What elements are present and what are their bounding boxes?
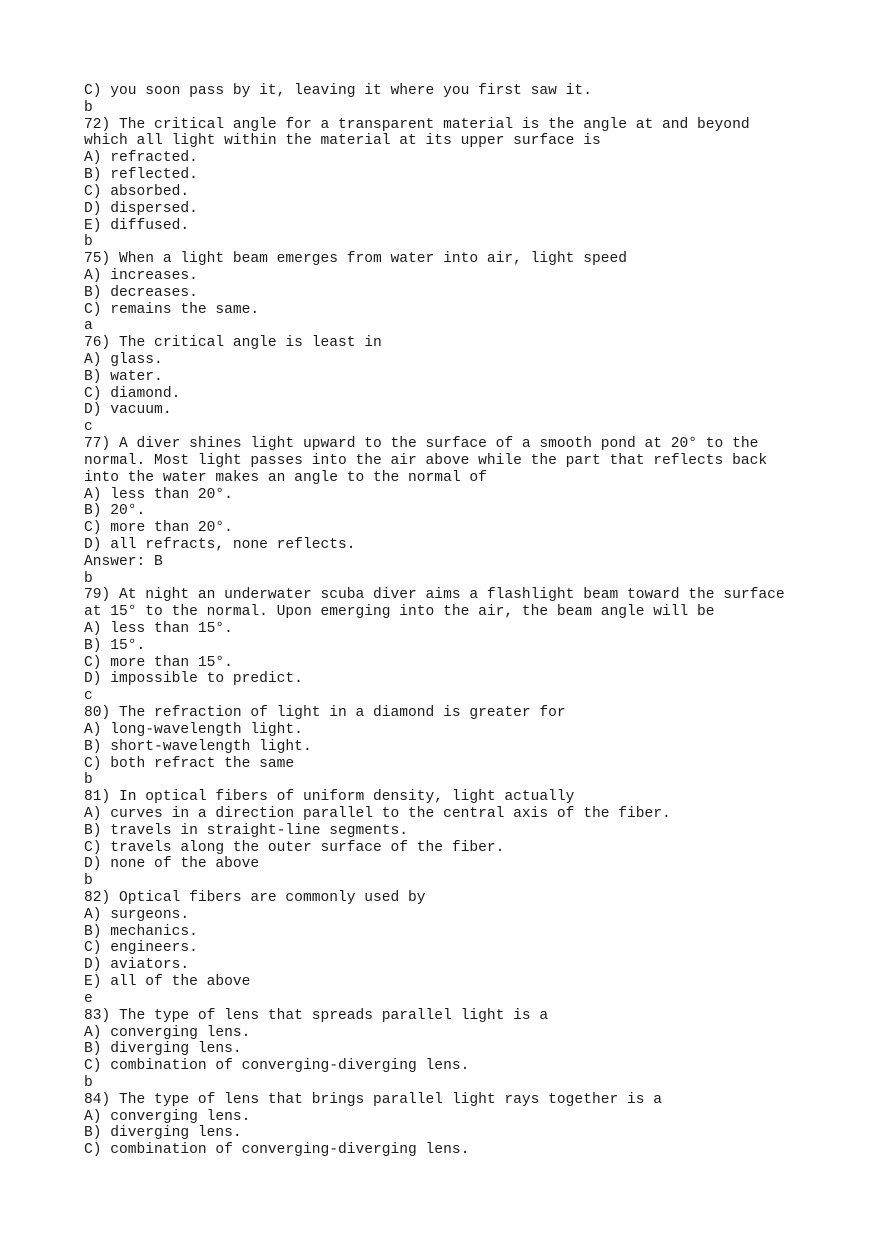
text-line: D) aviators. (84, 957, 190, 974)
text-line: 83) The type of lens that spreads parallel light is a (84, 1007, 549, 1024)
text-line: C) combination of converging-diverging lens. (84, 1142, 470, 1159)
text-line: A) converging lens. (84, 1108, 251, 1125)
text-line: C) more than 20°. (84, 520, 233, 537)
text-line: A) increases. (84, 267, 198, 284)
text-line: A) converging lens. (84, 1024, 251, 1041)
text-line: c (84, 419, 93, 436)
text-line: B) travels in straight-line segments. (84, 822, 409, 839)
text-line: 80) The refraction of light in a diamond is greater for (84, 705, 566, 722)
text-line: C) combination of converging-diverging lens. (84, 1058, 470, 1075)
text-line: 76) The critical angle is least in (84, 335, 382, 352)
text-line: normal. Most light passes into the air above while the part that reflects back (84, 452, 768, 469)
text-line: E) diffused. (84, 217, 190, 234)
text-line: C) diamond. (84, 385, 181, 402)
text-line: B) 20°. (84, 503, 146, 520)
text-line: B) short-wavelength light. (84, 738, 312, 755)
text-line: D) vacuum. (84, 402, 172, 419)
text-line: 81) In optical fibers of uniform density, light actually (84, 789, 575, 806)
text-line: 77) A diver shines light upward to the surface of a smooth pond at 20° to the (84, 436, 759, 453)
text-line: B) decreases. (84, 284, 198, 301)
text-line: b (84, 1074, 93, 1091)
text-line: e (84, 990, 93, 1007)
text-line: C) more than 15°. (84, 654, 233, 671)
text-line: D) none of the above (84, 856, 260, 873)
text-line: b (84, 772, 93, 789)
text-line: 72) The critical angle for a transparent material is the angle at and beyond (84, 116, 750, 133)
text-line: b (84, 234, 93, 251)
text-line: b (84, 99, 93, 116)
text-line: D) all refracts, none reflects. (84, 536, 356, 553)
text-line: 75) When a light beam emerges from water into air, light speed (84, 251, 627, 268)
text-line: A) glass. (84, 352, 163, 368)
text-line: b (84, 873, 93, 890)
text-line: a (84, 318, 93, 335)
text-line: 82) Optical fibers are commonly used by (84, 890, 426, 906)
text-line: C) travels along the outer surface of the fiber. (84, 839, 505, 856)
text-line: D) impossible to predict. (84, 671, 303, 688)
text-line: A) long-wavelength light. (84, 721, 303, 738)
text-line: at 15° to the normal. Upon emerging into the air, the beam angle will be (84, 604, 715, 621)
text-line: 79) At night an underwater scuba diver aims a flashlight beam toward the surface (84, 587, 785, 604)
text-line: 84) The type of lens that brings parallel light rays together is a (84, 1091, 663, 1108)
text-line: E) all of the above (84, 974, 251, 991)
text-line: into the water makes an angle to the normal of (84, 469, 487, 486)
text-line: A) less than 20°. (84, 486, 233, 503)
text-line: A) less than 15°. (84, 621, 233, 637)
text-line: D) dispersed. (84, 200, 198, 217)
text-line: B) diverging lens. (84, 1125, 242, 1142)
text-line: B) water. (84, 368, 163, 385)
text-line: C) absorbed. (84, 183, 190, 200)
document-page (84, 83, 864, 1159)
text-line: B) 15°. (84, 637, 146, 654)
text-line: C) you soon pass by it, leaving it where you first saw it. (84, 83, 592, 99)
text-line: A) surgeons. (84, 906, 190, 923)
text-line: C) both refract the same (84, 755, 295, 772)
text-line: b (84, 570, 93, 587)
text-line: A) curves in a direction parallel to the central axis of the fiber. (84, 805, 671, 822)
text-line: B) diverging lens. (84, 1041, 242, 1058)
text-line: which all light within the material at its upper surface is (84, 133, 601, 150)
text-line: B) mechanics. (84, 923, 198, 940)
text-line: c (84, 688, 93, 705)
text-line: B) reflected. (84, 167, 198, 184)
text-line: Answer: B (84, 553, 163, 570)
text-line: A) refracted. (84, 150, 198, 167)
text-line: C) engineers. (84, 940, 198, 957)
text-line: C) remains the same. (84, 301, 260, 318)
